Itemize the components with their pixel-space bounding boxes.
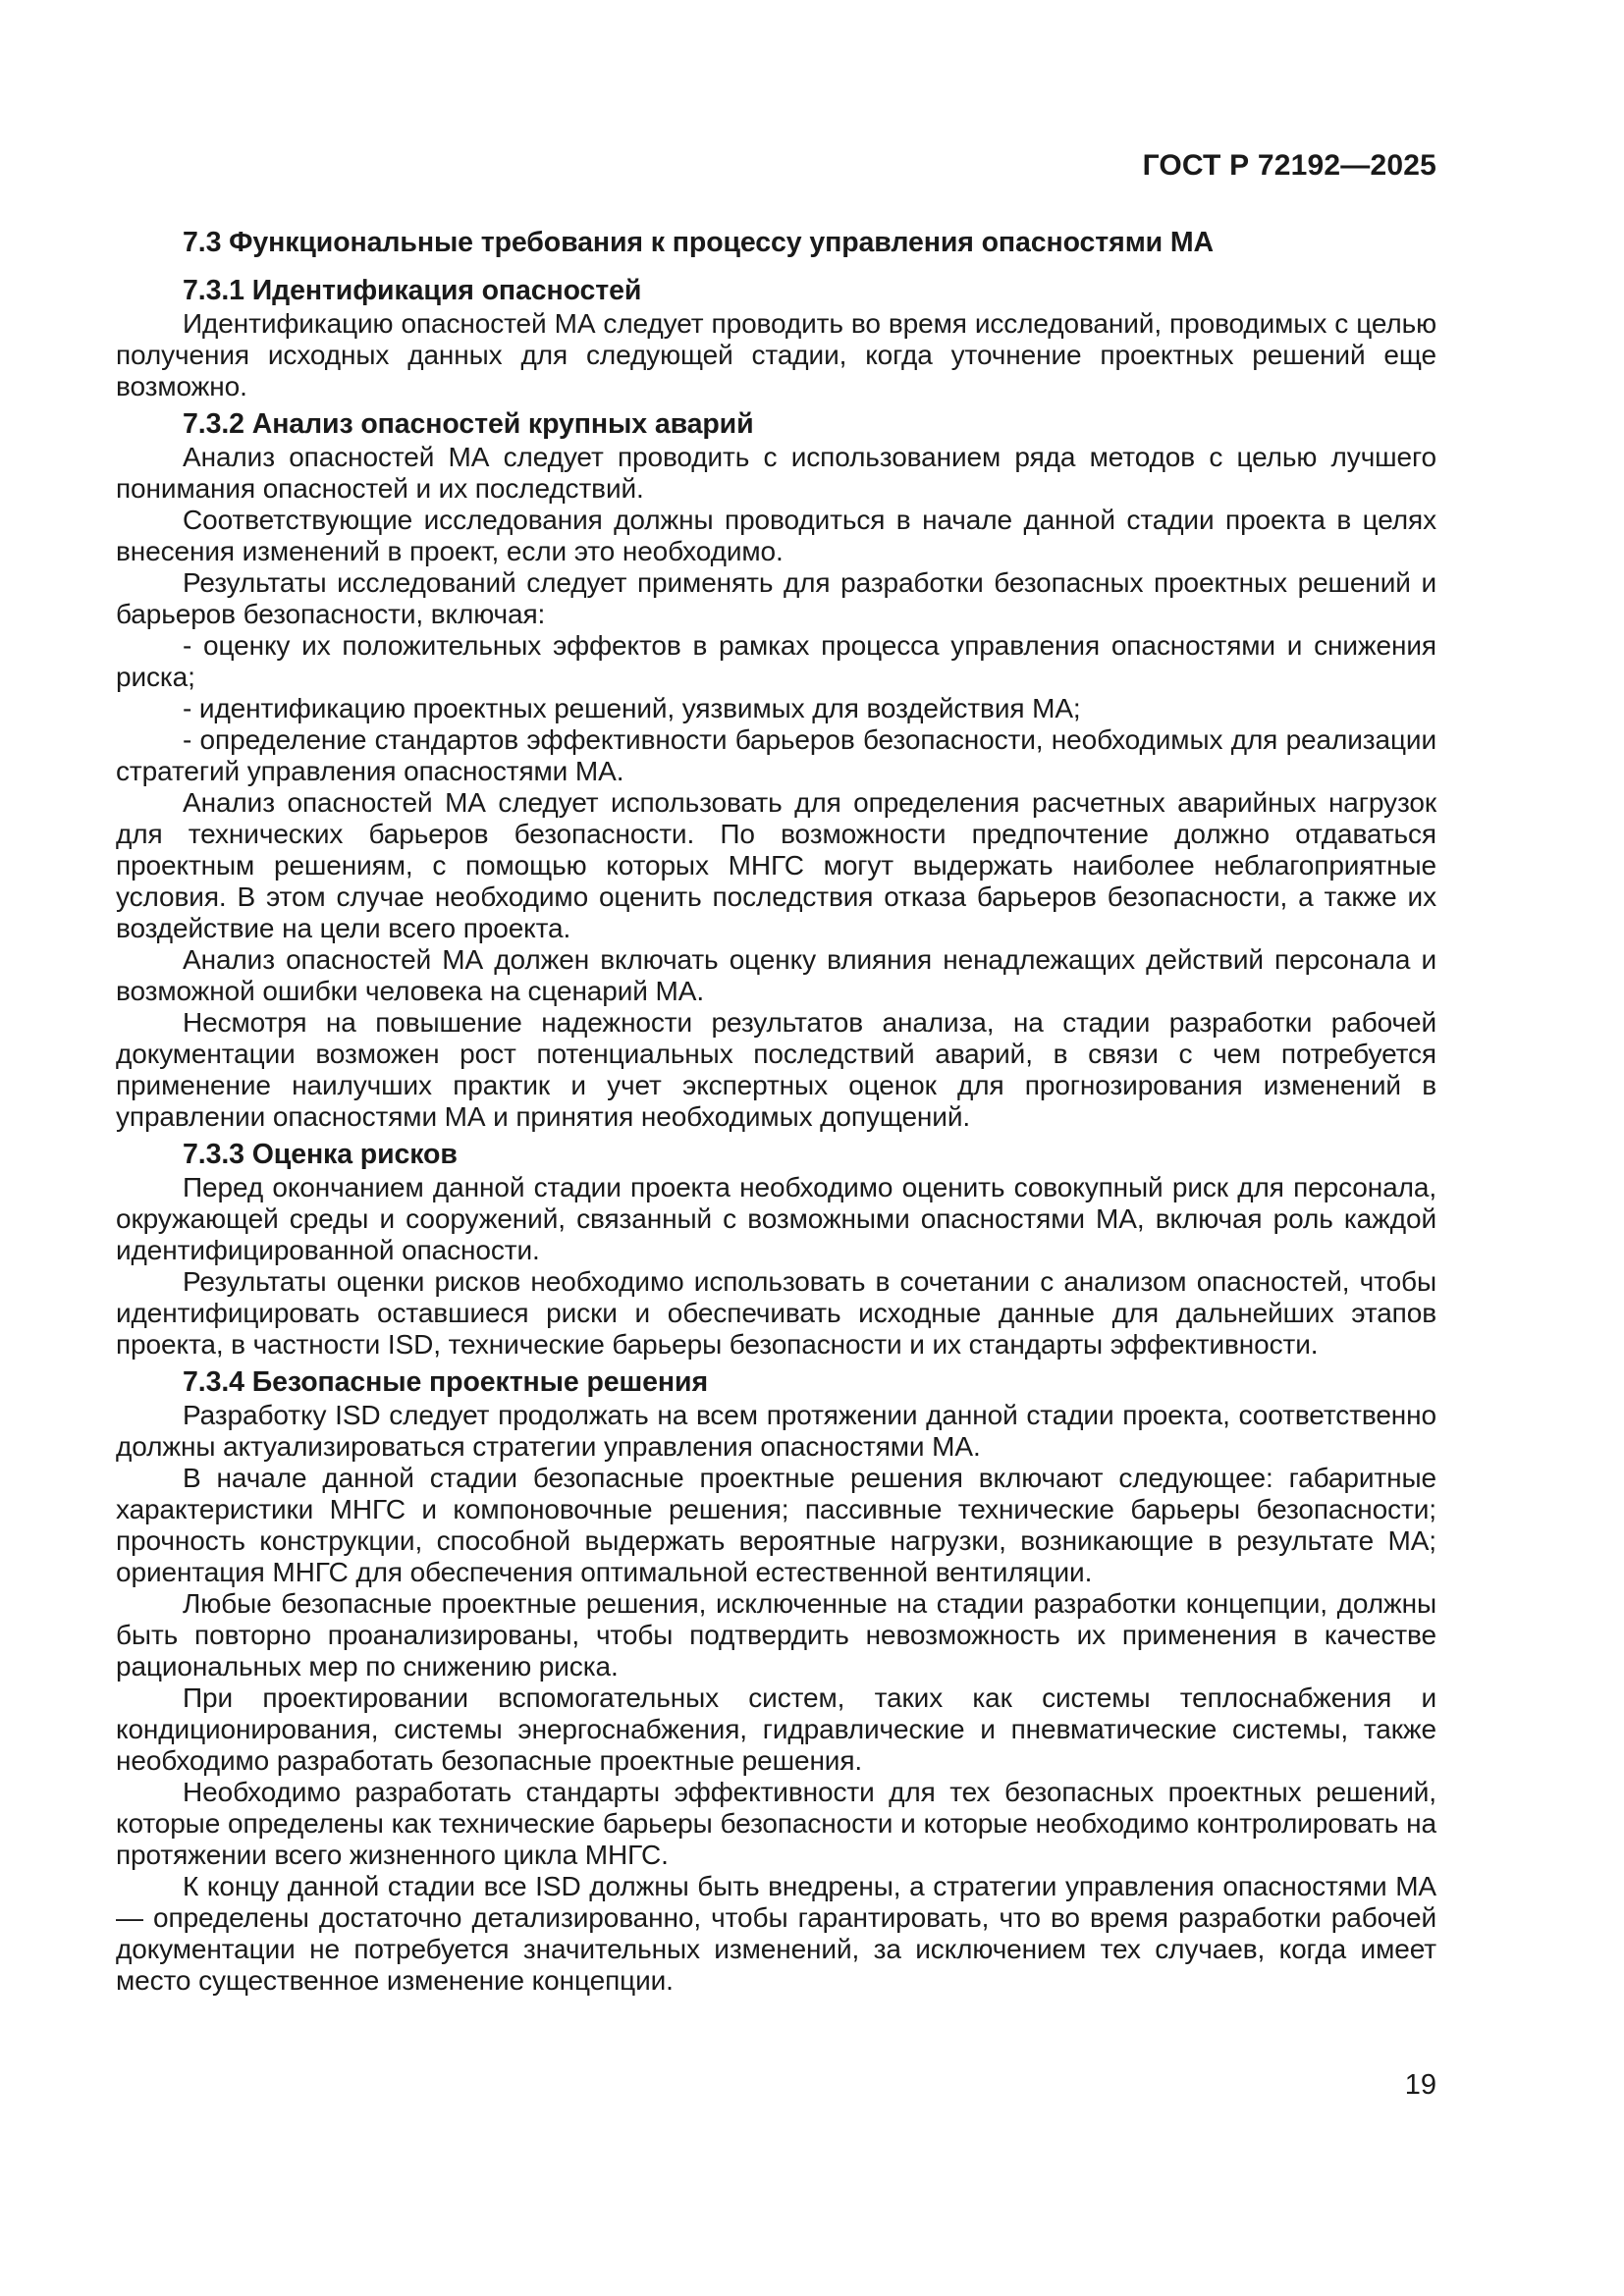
list-item: - определение стандартов эффективности барьеров безопасности, необходимых для реализации стратегий управления опасностями МА. [116, 724, 1436, 786]
page-number: 19 [1404, 2069, 1436, 2101]
standard-code-header: ГОСТ Р 72192—2025 [1142, 149, 1436, 182]
paragraph: Анализ опасностей МА следует проводить с использованием ряда методов с целью лучшего понимания опасностей и их последствий. [116, 442, 1436, 504]
paragraph: Разработку ISD следует продолжать на всем протяжении данной стадии проекта, соответственно должны актуализироваться стратегии управления опасностями МА. [116, 1400, 1436, 1462]
paragraph: Анализ опасностей МА должен включать оценку влияния ненадлежащих действий персонала и возможной ошибки человека на сценарий МА. [116, 944, 1436, 1006]
paragraph: Результаты исследований следует применять для разработки безопасных проектных решений и барьеров безопасности, включая: [116, 567, 1436, 629]
paragraph: Любые безопасные проектные решения, исключенные на стадии разработки концепции, должны быть повторно проанализированы, чтобы подтвердить невозможность их применения в качестве рациональных мер по снижению риска. [116, 1588, 1436, 1682]
paragraph: При проектировании вспомогательных систем, таких как системы теплоснабжения и кондиционирования, системы энергоснабжения, гидравлические и пневматические системы, также необходимо разработать безопасные проектные решения. [116, 1682, 1436, 1776]
paragraph: Анализ опасностей МА следует использовать для определения расчетных аварийных нагрузок для технических барьеров безопасности. По возможности предпочтение должно отдаваться проектным решениям, с помощью которых МНГС могут выдержать наиболее неблагоприятные условия. В этом случае необходимо оценить последствия отказа барьеров безопасности, а также их воздействие на цели всего проекта. [116, 787, 1436, 943]
paragraph: К концу данной стадии все ISD должны быть внедрены, а стратегии управления опасностями МА — определены достаточно детализированно, чтобы гарантировать, что во время разработки рабочей документации не потребуется значительных изменений, за исключением тех случаев, когда имеет место существенное изменение концепции. [116, 1871, 1436, 1996]
list-item: - оценку их положительных эффектов в рамках процесса управления опасностями и снижения риска; [116, 630, 1436, 692]
subsection-heading-7-3-4: 7.3.4 Безопасные проектные решения [183, 1366, 708, 1398]
subsection-heading-7-3-3: 7.3.3 Оценка рисков [183, 1139, 458, 1170]
document-body [116, 227, 1436, 1997]
paragraph: Перед окончанием данной стадии проекта необходимо оценить совокупный риск для персонала, окружающей среды и сооружений, связанный с возможными опасностями МА, включая роль каждой идентифицированной опасности. [116, 1172, 1436, 1265]
paragraph: В начале данной стадии безопасные проектные решения включают следующее: габаритные характеристики МНГС и компоновочные решения; пассивные технические барьеры безопасности; прочность конструкции, способной выдержать вероятные нагрузки, возникающие в результате МА; ориентация МНГС для обеспечения оптимальной естественной вентиляции. [116, 1463, 1436, 1587]
subsection-heading-7-3-1: 7.3.1 Идентификация опасностей [183, 275, 642, 306]
paragraph: Несмотря на повышение надежности результатов анализа, на стадии разработки рабочей документации возможен рост потенциальных последствий аварий, в связи с чем потребуется применение наилучших практик и учет экспертных оценок для прогнозирования изменений в управлении опасностями МА и принятия необходимых допущений. [116, 1007, 1436, 1132]
list-item: - идентификацию проектных решений, уязвимых для воздействия МА; [183, 693, 1081, 723]
paragraph: Результаты оценки рисков необходимо использовать в сочетании с анализом опасностей, чтобы идентифицировать оставшиеся риски и обеспечивать исходные данные для дальнейших этапов проекта, в частности ISD, технические барьеры безопасности и их стандарты эффективности. [116, 1266, 1436, 1360]
section-heading-7-3: 7.3 Функциональные требования к процессу управления опасностями МА [183, 227, 1215, 258]
paragraph: Соответствующие исследования должны проводиться в начале данной стадии проекта в целях внесения изменений в проект, если это необходимо. [116, 505, 1436, 566]
paragraph: Идентификацию опасностей МА следует проводить во время исследований, проводимых с целью получения исходных данных для следующей стадии, когда уточнение проектных решений еще возможно. [116, 308, 1436, 401]
subsection-heading-7-3-2: 7.3.2 Анализ опасностей крупных аварий [183, 408, 754, 440]
paragraph: Необходимо разработать стандарты эффективности для тех безопасных проектных решений, которые определены как технические барьеры безопасности и которые необходимо контролировать на протяжении всего жизненного цикла МНГС. [116, 1777, 1436, 1870]
